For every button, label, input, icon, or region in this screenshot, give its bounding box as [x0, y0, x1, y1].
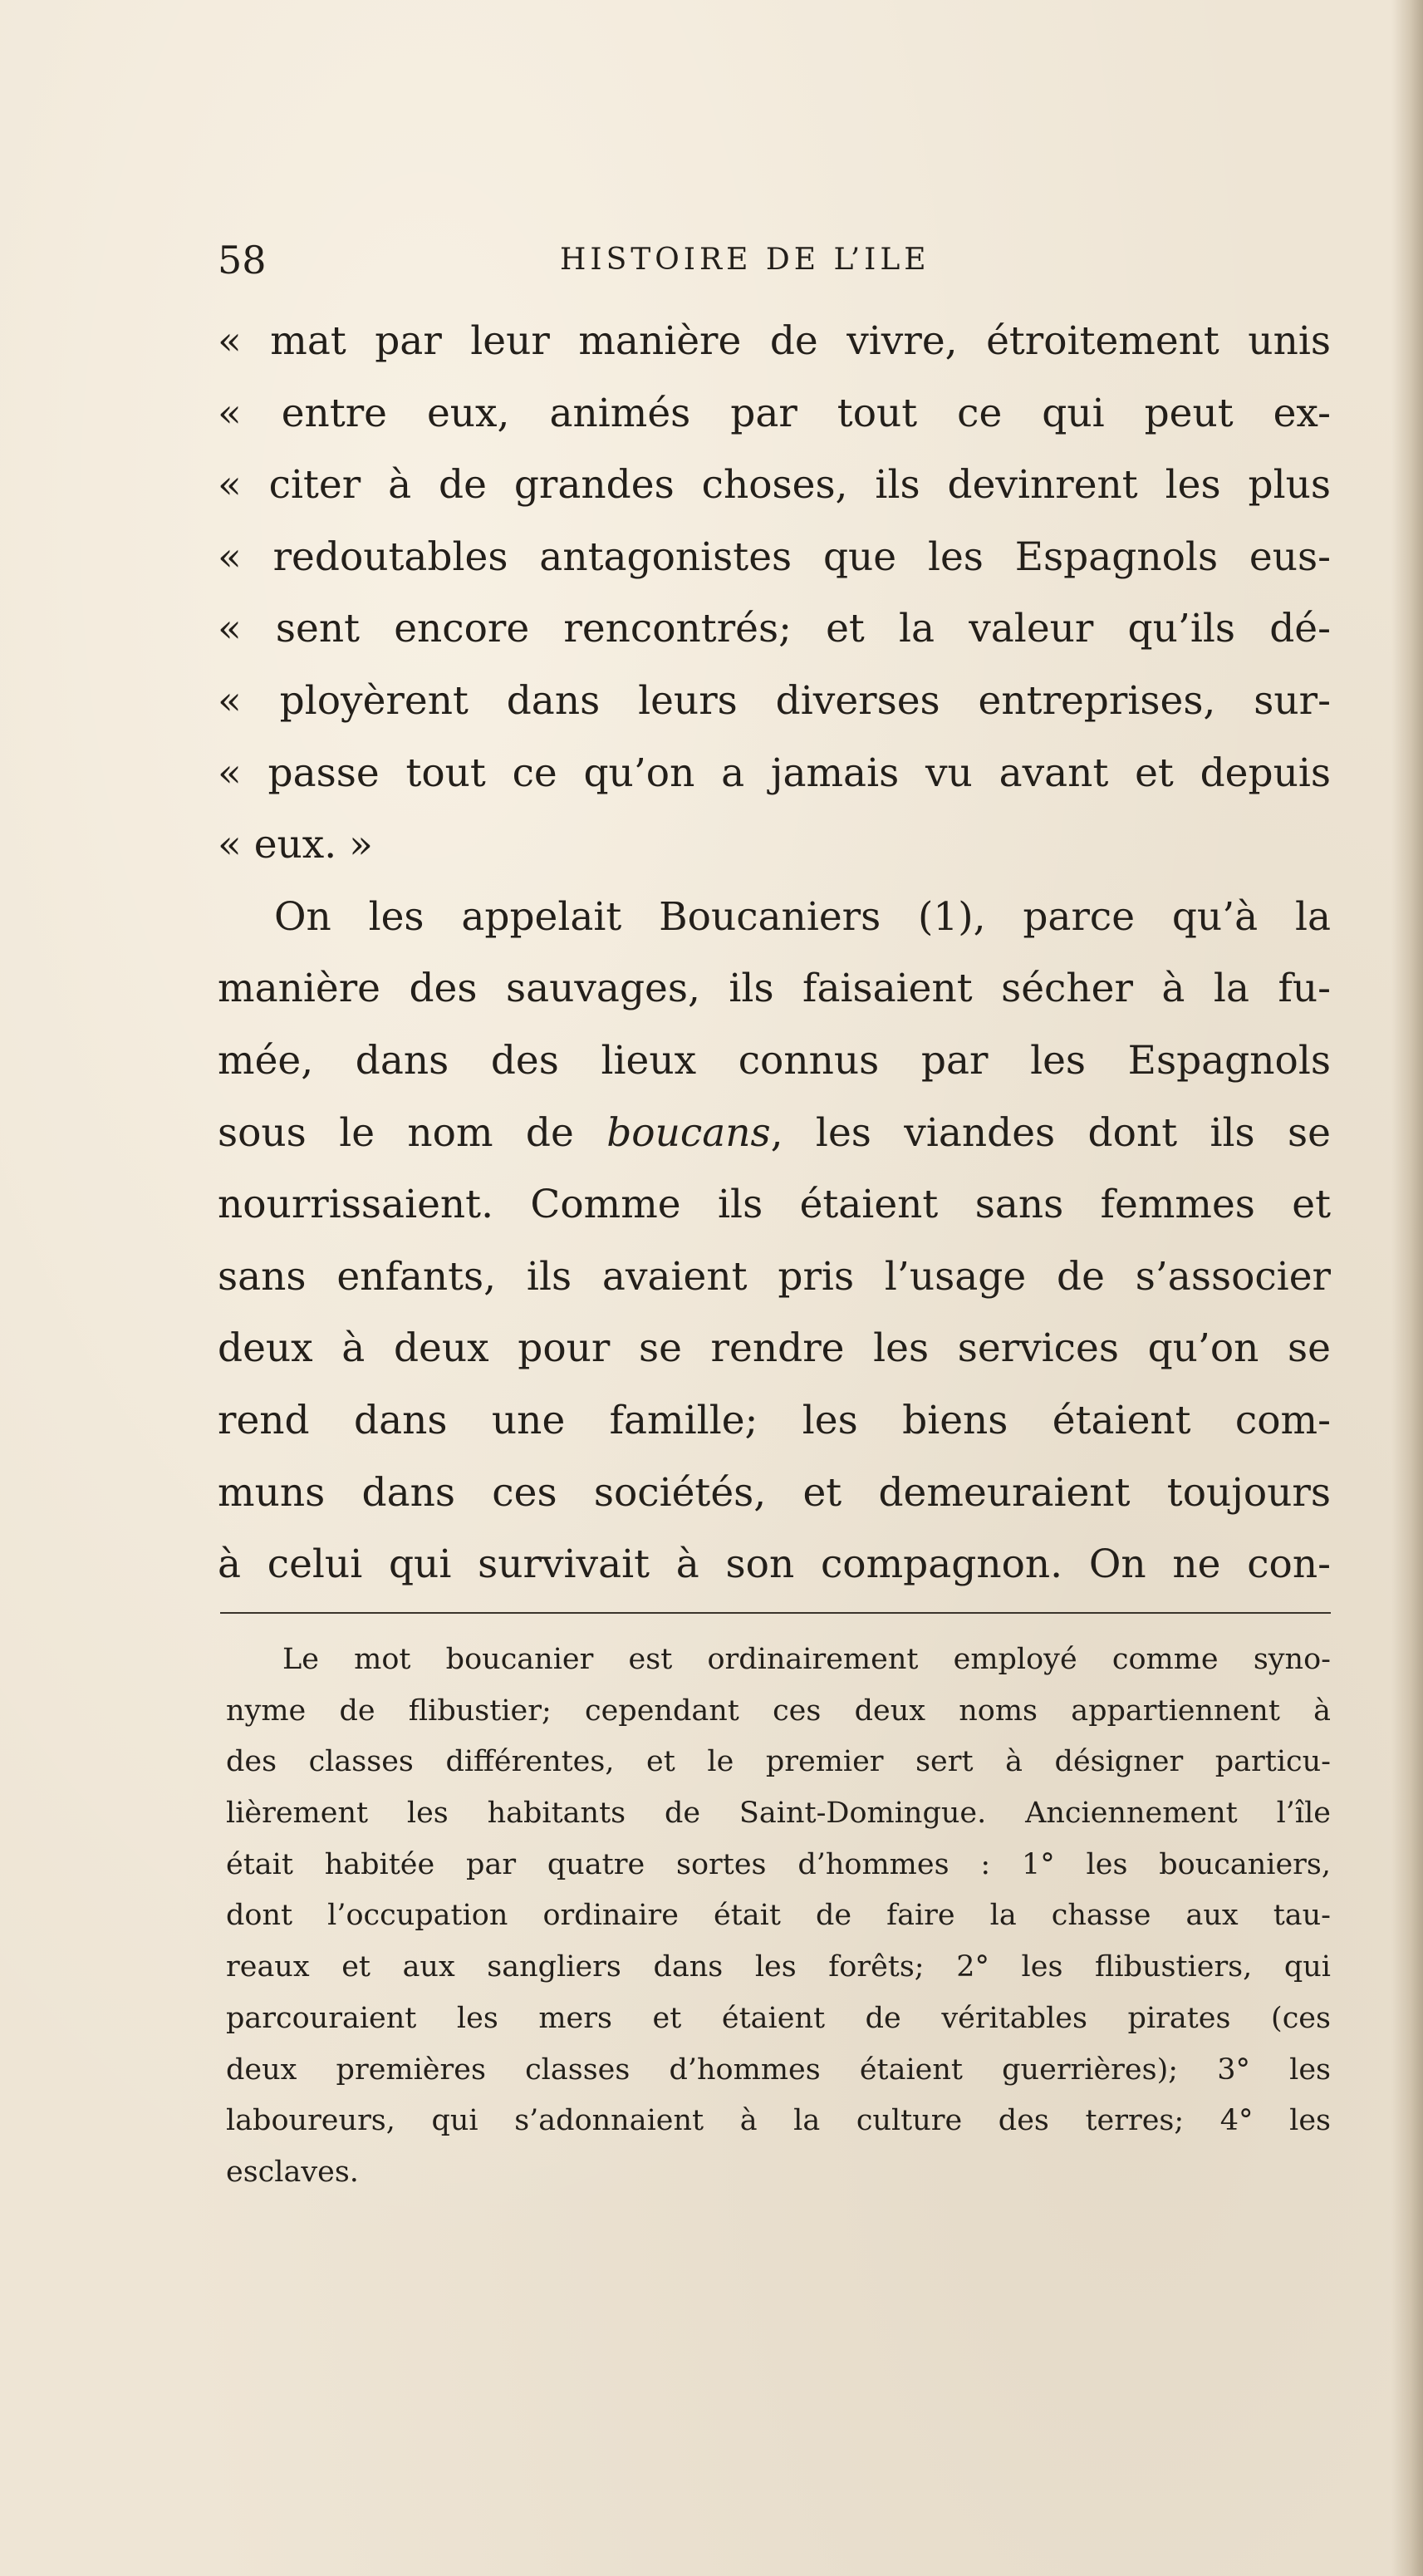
footnote-line: reaux et aux sangliers dans les forêts; 2° les flibustiers, qui [226, 1950, 1331, 1984]
footnote-line: deux premières classes d’hommes étaient guerrières); 3° les [226, 2052, 1331, 2087]
text-line: « redoutables antagonistes que les Espagnols eus- [218, 533, 1331, 580]
text-line: « sent encore rencontrés; et la valeur qu’ils dé- [218, 606, 1331, 652]
text-line: « citer à de grandes choses, ils devinrent les plus [218, 462, 1331, 509]
footnote-line: était habitée par quatre sortes d’hommes : 1° les boucaniers, [226, 1847, 1331, 1881]
text-segment: , les viandes dont ils se [770, 1109, 1331, 1156]
footnote-line: lièrement les habitants de Saint-Domingue. Anciennement l’île [226, 1797, 1331, 1831]
text-line: nourrissaient. Comme ils étaient sans femmes et [218, 1182, 1331, 1228]
footnote-line: Le mot boucanier est ordinairement employé comme syno- [282, 1643, 1331, 1676]
footnote-line: esclaves. [226, 2155, 359, 2189]
text-line: « passe tout ce qu’on a jamais vu avant et depuis [218, 750, 1331, 796]
text-line: mée, dans des lieux connus par les Espagnols [218, 1037, 1331, 1084]
footnote-line: dont l’occupation ordinaire était de faire la chasse aux tau- [226, 1899, 1331, 1933]
text-line-with-italic [218, 1098, 1331, 1170]
text-line: On les appelait Boucaniers (1), parce qu’à la [274, 893, 1331, 940]
page-edge-shadow [1391, 0, 1423, 2576]
text-line: sans enfants, ils avaient pris l’usage de s’associer [218, 1253, 1331, 1300]
text-line: manière des sauvages, ils faisaient sécher à la fu- [218, 966, 1331, 1012]
text-line: « eux. » [218, 822, 373, 868]
footnote-line: des classes différentes, et le premier sert à désigner particu- [226, 1745, 1331, 1779]
text-line: deux à deux pour se rendre les services qu’on se [218, 1325, 1331, 1372]
text-line: « entre eux, animés par tout ce qui peut ex- [218, 390, 1331, 436]
footnote-line: nyme de flibustier; cependant ces deux noms appartiennent à [226, 1694, 1331, 1728]
text-line: muns dans ces sociétés, et demeuraient toujours [218, 1469, 1331, 1516]
italic-term: boucans [606, 1109, 771, 1156]
footnote-line: laboureurs, qui s’adonnaient à la culture des terres; 4° les [226, 2104, 1331, 2138]
text-line: à celui qui survivait à son compagnon. On ne con- [218, 1541, 1331, 1588]
page-header [218, 231, 1331, 289]
page-number: 58 [218, 238, 267, 283]
text-line: rend dans une famille; les biens étaient com- [218, 1397, 1331, 1443]
running-title: HISTOIRE DE L’ILE [560, 243, 930, 277]
footnote-line: parcouraient les mers et étaient de véritables pirates (ces [226, 2001, 1331, 2035]
main-text [218, 306, 1331, 1601]
footnote [226, 1635, 1331, 2199]
text-line: « ployèrent dans leurs diverses entreprises, sur- [218, 677, 1331, 724]
text-segment: sous le nom de [218, 1109, 607, 1156]
text-line: « mat par leur manière de vivre, étroitement unis [218, 318, 1331, 364]
footnote-separator [220, 1612, 1331, 1614]
